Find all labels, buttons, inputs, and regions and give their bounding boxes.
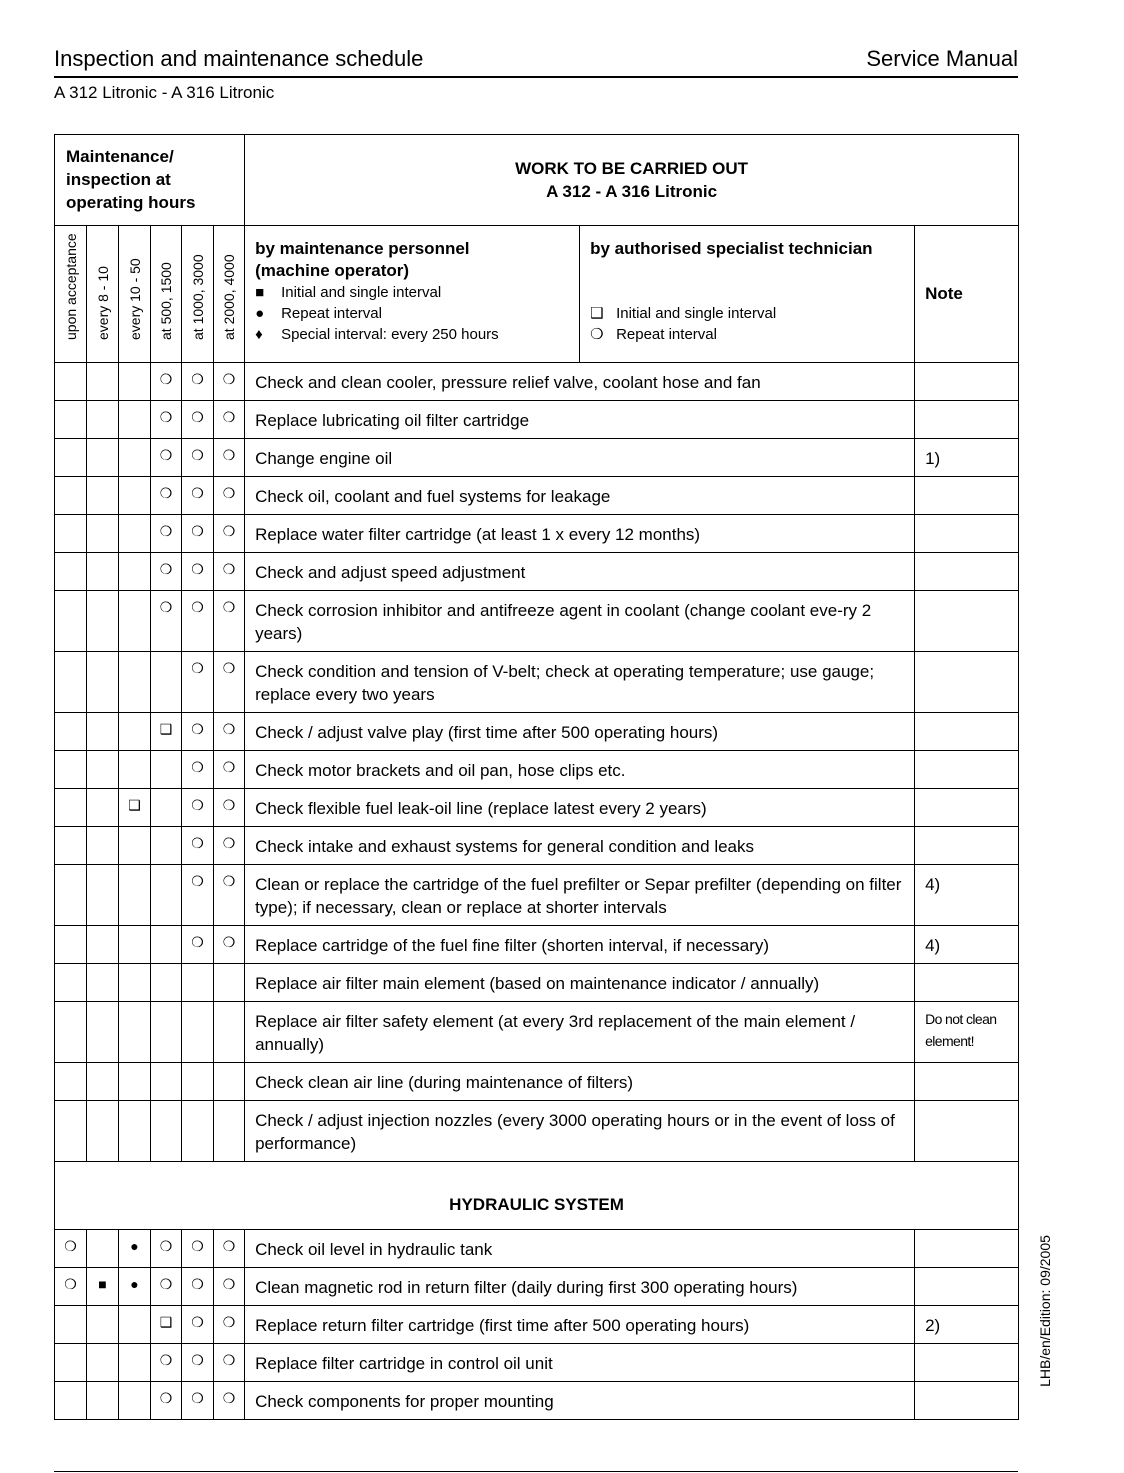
table-row [55, 652, 1019, 713]
interval-mark: ❑ [151, 1306, 182, 1344]
interval-mark: ❍ [182, 652, 214, 713]
interval-mark [182, 1002, 214, 1063]
task-note: 2) [915, 1306, 1019, 1344]
interval-mark: ❍ [151, 515, 182, 553]
interval-mark: ❍ [214, 713, 245, 751]
interval-mark [119, 964, 151, 1002]
interval-mark [87, 789, 119, 827]
interval-mark: ❍ [182, 926, 214, 964]
table-row [55, 363, 1019, 401]
col-upon-acceptance: upon acceptance [55, 226, 87, 363]
task-note [915, 789, 1019, 827]
task-note [915, 553, 1019, 591]
interval-mark: ❍ [182, 363, 214, 401]
col-at-1000-3000: at 1000, 3000 [182, 226, 214, 363]
task-description: Check oil level in hydraulic tank [245, 1230, 915, 1268]
table-row [55, 713, 1019, 751]
interval-mark: ❍ [182, 789, 214, 827]
task-description: Replace water filter cartridge (at least 1 x every 12 months) [245, 515, 915, 553]
interval-mark [87, 751, 119, 789]
task-description: Clean or replace the cartridge of the fuel prefilter or Separ prefilter (depending on filter type); if necessary, clean or replace at shorter intervals [245, 865, 915, 926]
table-row [55, 1230, 1019, 1268]
task-note [915, 591, 1019, 652]
interval-mark [87, 865, 119, 926]
interval-mark: ❍ [151, 1382, 182, 1420]
interval-mark [87, 515, 119, 553]
interval-mark [55, 1101, 87, 1162]
task-description: Replace cartridge of the fuel fine filter (shorten interval, if necessary) [245, 926, 915, 964]
interval-mark: ❍ [182, 401, 214, 439]
interval-mark [214, 964, 245, 1002]
task-description: Check clean air line (during maintenance of filters) [245, 1063, 915, 1101]
interval-mark [87, 926, 119, 964]
task-note [915, 751, 1019, 789]
manual-title: Service Manual [866, 46, 1018, 71]
interval-mark [214, 1002, 245, 1063]
task-description: Replace lubricating oil filter cartridge [245, 401, 915, 439]
interval-mark: ❍ [182, 1268, 214, 1306]
task-note: Do not clean element! [915, 1002, 1019, 1063]
interval-mark: ❍ [214, 652, 245, 713]
table-row [55, 591, 1019, 652]
specialist-legend: by authorised specialist technician ❑ Initial and single interval ❍ Repeat interval [580, 226, 915, 363]
interval-mark: ❍ [182, 1382, 214, 1420]
table-row [55, 1002, 1019, 1063]
interval-mark [119, 401, 151, 439]
interval-mark: ❍ [151, 1344, 182, 1382]
interval-mark [55, 1063, 87, 1101]
task-description: Check flexible fuel leak-oil line (replace latest every 2 years) [245, 789, 915, 827]
interval-mark [55, 713, 87, 751]
interval-mark: ❍ [214, 1306, 245, 1344]
interval-mark [55, 926, 87, 964]
task-description: Check and clean cooler, pressure relief valve, coolant hose and fan [245, 363, 915, 401]
task-description: Replace filter cartridge in control oil unit [245, 1344, 915, 1382]
interval-mark: ❍ [182, 515, 214, 553]
interval-mark: ❍ [214, 865, 245, 926]
interval-mark [87, 591, 119, 652]
section-title-hydraulic: HYDRAULIC SYSTEM [55, 1162, 1019, 1230]
interval-mark [87, 1101, 119, 1162]
interval-mark [87, 1344, 119, 1382]
interval-mark: ❍ [182, 865, 214, 926]
interval-mark: ❍ [55, 1268, 87, 1306]
task-description: Check motor brackets and oil pan, hose clips etc. [245, 751, 915, 789]
interval-mark [151, 789, 182, 827]
col-every-10-50: every 10 - 50 [119, 226, 151, 363]
interval-mark: ❍ [214, 1230, 245, 1268]
diamond-icon: ♦ [255, 326, 263, 343]
interval-mark [119, 1344, 151, 1382]
interval-mark: ❍ [214, 789, 245, 827]
interval-mark [55, 401, 87, 439]
table-row [55, 964, 1019, 1002]
task-note [915, 401, 1019, 439]
table-row [55, 1101, 1019, 1162]
interval-mark: ❍ [214, 926, 245, 964]
interval-mark [214, 1101, 245, 1162]
task-note [915, 1063, 1019, 1101]
task-description: Check oil, coolant and fuel systems for leakage [245, 477, 915, 515]
interval-mark [151, 964, 182, 1002]
interval-mark [119, 477, 151, 515]
interval-mark: ❑ [151, 713, 182, 751]
task-note [915, 515, 1019, 553]
task-description: Check / adjust injection nozzles (every 3000 operating hours or in the event of loss of performance) [245, 1101, 915, 1162]
table-row [55, 865, 1019, 926]
interval-mark [119, 1002, 151, 1063]
interval-mark [182, 1063, 214, 1101]
interval-mark: ❍ [182, 1230, 214, 1268]
interval-mark [87, 964, 119, 1002]
task-description: Clean magnetic rod in return filter (daily during first 300 operating hours) [245, 1268, 915, 1306]
table-row [55, 1382, 1019, 1420]
header-rule [54, 76, 1018, 78]
edition-label: LHB/en/Edition: 09/2005 [1037, 1234, 1053, 1387]
task-description: Check corrosion inhibitor and antifreeze agent in coolant (change coolant eve-ry 2 years) [245, 591, 915, 652]
task-note [915, 964, 1019, 1002]
col-every-8-10: every 8 - 10 [87, 226, 119, 363]
model-subtitle: A 312 Litronic - A 316 Litronic [54, 83, 275, 102]
interval-mark [55, 477, 87, 515]
interval-mark: ❍ [151, 1230, 182, 1268]
task-note [915, 1268, 1019, 1306]
interval-mark: ❍ [214, 477, 245, 515]
interval-mark [119, 1063, 151, 1101]
interval-mark [55, 591, 87, 652]
interval-mark [151, 865, 182, 926]
interval-mark [55, 1002, 87, 1063]
interval-mark: ❍ [182, 1344, 214, 1382]
interval-mark [87, 1230, 119, 1268]
table-row [55, 926, 1019, 964]
footer-rule [54, 1471, 1018, 1472]
interval-mark: ❍ [214, 1344, 245, 1382]
col-at-2000-4000: at 2000, 4000 [214, 226, 245, 363]
interval-mark [55, 1306, 87, 1344]
task-note: 1) [915, 439, 1019, 477]
task-description: Replace air filter main element (based on maintenance indicator / annually) [245, 964, 915, 1002]
interval-mark: ❍ [55, 1230, 87, 1268]
task-note [915, 652, 1019, 713]
interval-mark [87, 553, 119, 591]
interval-mark [151, 827, 182, 865]
page-header-title: Inspection and maintenance schedule [54, 46, 424, 71]
task-description: Check components for proper mounting [245, 1382, 915, 1420]
interval-mark [55, 1382, 87, 1420]
maintenance-schedule-table [54, 134, 1019, 1420]
interval-mark: ❍ [151, 477, 182, 515]
task-note [915, 1382, 1019, 1420]
interval-mark: ❍ [214, 515, 245, 553]
open-circle-icon: ❍ [590, 326, 604, 343]
interval-mark: ❍ [214, 553, 245, 591]
interval-mark [119, 713, 151, 751]
task-description: Check condition and tension of V-belt; check at operating temperature; use gauge; replace every two years [245, 652, 915, 713]
interval-mark [87, 827, 119, 865]
interval-mark: ❍ [214, 591, 245, 652]
col-at-500-1500: at 500, 1500 [151, 226, 182, 363]
interval-mark [87, 477, 119, 515]
table-row [55, 553, 1019, 591]
interval-mark [87, 363, 119, 401]
interval-mark [87, 401, 119, 439]
task-description: Check and adjust speed adjustment [245, 553, 915, 591]
interval-mark: ❍ [214, 751, 245, 789]
interval-mark [55, 827, 87, 865]
interval-mark: ❍ [151, 439, 182, 477]
task-description: Replace return filter cartridge (first time after 500 operating hours) [245, 1306, 915, 1344]
table-row [55, 789, 1019, 827]
task-note [915, 363, 1019, 401]
interval-mark: ■ [87, 1268, 119, 1306]
filled-square-icon: ■ [255, 284, 265, 301]
interval-mark [151, 1002, 182, 1063]
task-description: Check / adjust valve play (first time after 500 operating hours) [245, 713, 915, 751]
interval-mark: ❍ [214, 363, 245, 401]
table-row [55, 439, 1019, 477]
interval-mark [182, 964, 214, 1002]
hydraulic-task-rows [55, 1230, 1019, 1420]
interval-mark: ❍ [182, 591, 214, 652]
interval-mark [119, 652, 151, 713]
personnel-legend: by maintenance personnel (machine operator) ■ Initial and single interval ● Repeat interval ♦ Special interval: every 250 hours [245, 226, 580, 363]
filled-circle-icon: ● [255, 305, 265, 322]
note-heading: Note [915, 226, 1019, 363]
table-row [55, 1344, 1019, 1382]
interval-mark [119, 1306, 151, 1344]
interval-mark [119, 553, 151, 591]
table-row [55, 1063, 1019, 1101]
interval-mark [119, 363, 151, 401]
task-note: 4) [915, 926, 1019, 964]
interval-mark: ❍ [182, 827, 214, 865]
interval-mark [151, 1101, 182, 1162]
interval-mark [119, 1382, 151, 1420]
interval-mark: ❍ [151, 401, 182, 439]
task-note [915, 1230, 1019, 1268]
task-note [915, 827, 1019, 865]
interval-mark [151, 751, 182, 789]
task-note [915, 1344, 1019, 1382]
interval-mark [87, 1306, 119, 1344]
interval-mark: ❍ [151, 553, 182, 591]
interval-mark: ❍ [182, 553, 214, 591]
interval-mark [55, 865, 87, 926]
table-row [55, 751, 1019, 789]
interval-mark: ❍ [151, 1268, 182, 1306]
interval-mark [214, 1063, 245, 1101]
work-heading: WORK TO BE CARRIED OUT A 312 - A 316 Litronic [245, 135, 1019, 226]
interval-mark [119, 591, 151, 652]
interval-mark [119, 865, 151, 926]
interval-mark [119, 827, 151, 865]
interval-mark [119, 515, 151, 553]
interval-mark: ● [119, 1230, 151, 1268]
interval-mark [55, 751, 87, 789]
engine-task-rows [55, 363, 1019, 1162]
table-row [55, 515, 1019, 553]
interval-mark [151, 926, 182, 964]
interval-mark [55, 553, 87, 591]
interval-mark [87, 652, 119, 713]
interval-mark [55, 652, 87, 713]
table-row [55, 477, 1019, 515]
table-row [55, 827, 1019, 865]
interval-mark: ❍ [182, 477, 214, 515]
task-description: Check intake and exhaust systems for general condition and leaks [245, 827, 915, 865]
interval-mark [55, 1344, 87, 1382]
interval-mark: ❍ [151, 591, 182, 652]
interval-mark: ❍ [214, 439, 245, 477]
interval-mark: ● [119, 1268, 151, 1306]
interval-mark [87, 1382, 119, 1420]
interval-mark [151, 1063, 182, 1101]
task-description: Replace air filter safety element (at every 3rd replacement of the main element / annually) [245, 1002, 915, 1063]
interval-mark [87, 439, 119, 477]
interval-mark [55, 789, 87, 827]
table-row [55, 401, 1019, 439]
interval-mark [151, 652, 182, 713]
interval-mark [87, 1063, 119, 1101]
interval-mark: ❍ [151, 363, 182, 401]
interval-mark [55, 363, 87, 401]
interval-mark: ❑ [119, 789, 151, 827]
interval-mark: ❍ [182, 751, 214, 789]
interval-mark [119, 751, 151, 789]
interval-mark: ❍ [182, 713, 214, 751]
interval-mark: ❍ [182, 439, 214, 477]
maintenance-hours-heading: Maintenance/ inspection at operating hours [55, 135, 245, 226]
interval-mark [182, 1101, 214, 1162]
interval-mark [55, 515, 87, 553]
interval-mark: ❍ [214, 1268, 245, 1306]
interval-mark [87, 713, 119, 751]
interval-mark [119, 439, 151, 477]
task-note [915, 477, 1019, 515]
interval-mark [119, 1101, 151, 1162]
interval-mark: ❍ [182, 1306, 214, 1344]
task-description: Change engine oil [245, 439, 915, 477]
interval-mark: ❍ [214, 1382, 245, 1420]
interval-mark: ❍ [214, 401, 245, 439]
open-square-icon: ❑ [590, 305, 604, 322]
task-note [915, 1101, 1019, 1162]
interval-mark: ❍ [214, 827, 245, 865]
task-note [915, 713, 1019, 751]
interval-mark [119, 926, 151, 964]
interval-mark [87, 1002, 119, 1063]
interval-mark [55, 964, 87, 1002]
interval-mark [55, 439, 87, 477]
table-row [55, 1268, 1019, 1306]
task-note: 4) [915, 865, 1019, 926]
table-row [55, 1306, 1019, 1344]
